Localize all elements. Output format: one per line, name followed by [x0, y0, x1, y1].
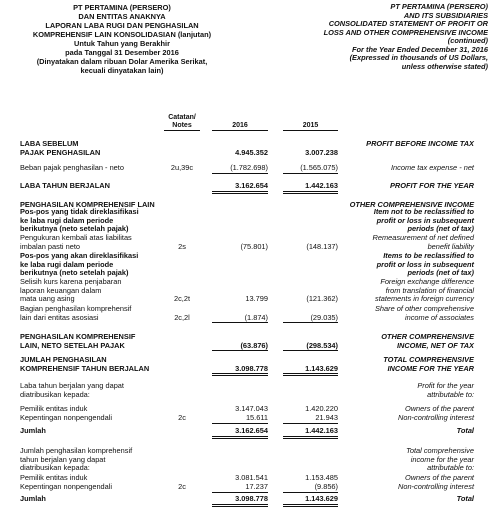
header-line: (Expressed in thousands of US Dollars, [349, 53, 488, 62]
value-2015: 1.420.220 [305, 404, 338, 413]
row-label-line: Non-controlling interest [398, 482, 474, 491]
value-2016: (75.801) [240, 241, 268, 251]
row-label-line: Share of other comprehensive [374, 304, 474, 313]
row-label-line: ke laba rugi dalam periode [20, 259, 114, 269]
header-line: kecuali dinyatakan lain) [80, 66, 164, 75]
row-label-line: attributable to: [427, 463, 474, 472]
row-label-en [374, 208, 474, 234]
row-label-line: Jumlah [20, 426, 46, 435]
value-2016: (1.782.698) [212, 164, 268, 174]
row-label-line: income for the year [410, 454, 474, 464]
row-label-line: Pos-pos yang tidak direklasifikasi [20, 207, 139, 216]
row-label-line: ke laba rugi dalam periode [20, 215, 114, 225]
value-2015: 3.007.238 [305, 147, 338, 157]
row-label-id [20, 305, 131, 322]
row-label-line: lain dari entitas asosiasi [20, 312, 99, 322]
row-note: 2c [178, 413, 186, 422]
row-label-en [406, 447, 474, 473]
row-label-line: benefit liability [427, 241, 474, 251]
row-label-line: PENGHASILAN KOMPREHENSIF LAIN [20, 200, 155, 209]
header-line: (continued) [447, 36, 488, 45]
row-label-en [457, 495, 474, 504]
notes-column-header [164, 114, 200, 131]
row-label-line: Pemilik entitas induk [20, 404, 88, 413]
row-label-en [398, 414, 474, 423]
row-label-line: Pengukuran kembali atas liabilitas [20, 233, 132, 242]
header-line: (Dinyatakan dalam ribuan Dolar Amerika Serikat, [36, 57, 208, 66]
row-label-line: PAJAK PENGHASILAN [20, 147, 101, 157]
value-2016: 17.237 [212, 483, 268, 493]
row-label-id [20, 447, 132, 473]
header-line: Untuk Tahun yang Berakhir [74, 39, 170, 48]
row-label-line: diatribusikan kepada: [20, 463, 90, 472]
row-label-id [20, 164, 124, 173]
row-label-line: attributable to: [427, 389, 474, 399]
row-label-id [20, 278, 121, 304]
value-2016: 3.098.778 [212, 495, 268, 507]
row-label-line: Owners of the parent [404, 404, 474, 413]
row-label-en [377, 252, 474, 278]
row-label-id [20, 495, 46, 504]
row-label-line: Kepentingan nonpengendali [20, 413, 113, 422]
row-label-line: profit or loss in subsequent [376, 259, 474, 269]
row-label-id [20, 234, 132, 251]
header-line: PT PERTAMINA (PERSERO) [73, 3, 171, 12]
row-label-line: INCOME FOR THE YEAR [387, 363, 474, 373]
row-label-en [391, 164, 474, 173]
row-label-line: Item not to be reclassified to [373, 207, 474, 216]
header-line: PT PERTAMINA (PERSERO) [390, 2, 488, 11]
header-line: AND ITS SUBSIDIARIES [403, 10, 488, 20]
row-label-line: Kepentingan nonpengendali [20, 482, 113, 491]
row-label-line: mata uang asing [20, 294, 75, 303]
row-label-id [20, 333, 135, 350]
header-line: CONSOLIDATED STATEMENT OF PROFIT OR [328, 19, 488, 28]
row-label-line: diatribusikan kepada: [20, 389, 90, 399]
value-2016: 3.081.541 [235, 473, 268, 482]
value-2016: 3.098.778 [212, 365, 268, 377]
notes-header-line-2: Notes [164, 122, 200, 131]
value-2015: 1.442.163 [283, 182, 338, 194]
row-label-id [20, 427, 46, 436]
row-label-en [375, 278, 474, 304]
value-2016: 3.162.654 [212, 427, 268, 439]
row-note: 2u,39c [170, 163, 194, 172]
row-label-line: Total comprehensive [406, 446, 474, 455]
row-label-line: Foreign exchange difference [380, 277, 474, 286]
header-line: For the Year Ended December 31, 2016 [352, 44, 488, 54]
row-label-id [20, 208, 139, 234]
row-label-line: LABA TAHUN BERJALAN [20, 181, 110, 190]
row-label-en [457, 427, 474, 436]
notes-header-line-1: Catatan/ [168, 114, 196, 121]
row-label-id [20, 140, 100, 157]
header-line: unless otherwise stated) [401, 61, 488, 71]
row-label-line: laporan keuangan dalam [20, 285, 102, 295]
row-label-en [366, 140, 474, 149]
row-label-line: Pemilik entitas induk [20, 473, 88, 482]
row-label-line: KOMPREHENSIF TAHUN BERJALAN [20, 363, 150, 373]
value-2016: 15.611 [212, 414, 268, 424]
value-2015: 21.943 [283, 414, 338, 424]
value-2016: 4.945.352 [235, 147, 268, 157]
row-label-line: income of associates [404, 312, 474, 322]
row-label-line: from translation of financial [385, 285, 474, 295]
row-label-line: statements in foreign currency [375, 294, 474, 303]
header-indonesian [0, 3, 244, 75]
value-2015: 1.143.629 [283, 495, 338, 507]
row-label-line: Total [456, 426, 474, 435]
row-label-en [417, 382, 474, 399]
row-label-line: Jumlah penghasilan komprehensif [20, 446, 133, 455]
row-label-line: Beban pajak penghasilan - neto [20, 163, 124, 172]
row-label-line: OTHER COMPREHENSIVE INCOME [349, 200, 474, 209]
row-note: 2s [178, 241, 186, 251]
value-2015: 1.153.485 [305, 473, 338, 482]
row-label-id [20, 382, 124, 399]
row-label-id [20, 356, 149, 373]
value-2015: (298.534) [283, 342, 338, 352]
row-label-line: Laba tahun berjalan yang dapat [20, 381, 124, 390]
value-2015: (121.362) [306, 294, 338, 303]
row-label-en [375, 305, 474, 322]
row-label-line: Bagian penghasilan komprehensif [20, 304, 132, 313]
row-note: 2c,2t [173, 294, 191, 303]
row-label-line: LABA SEBELUM [20, 139, 79, 148]
value-2015: 1.442.163 [283, 427, 338, 439]
row-label-line: PROFIT FOR THE YEAR [389, 181, 474, 190]
row-label-line: tahun berjalan yang dapat [20, 454, 106, 464]
row-label-line: periods (net of tax) [407, 224, 474, 233]
row-label-en [390, 182, 474, 191]
row-label-line: berikutnya (neto setelah pajak) [20, 224, 129, 233]
row-label-line: Remeasurement of net defined [372, 233, 474, 242]
row-label-id [20, 414, 112, 423]
value-2015: (148.137) [306, 241, 338, 251]
value-2016: 13.799 [245, 294, 268, 303]
row-label-id [20, 252, 138, 278]
header-line: LAPORAN LABA RUGI DAN PENGHASILAN [45, 21, 199, 30]
value-2015: (1.565.075) [283, 164, 338, 174]
row-label-line: imbalan pasti neto [20, 241, 80, 251]
row-note: 2c,2l [174, 312, 190, 322]
row-label-line: INCOME, NET OF TAX [396, 340, 474, 350]
year-2015-header: 2015 [283, 122, 338, 131]
row-note: 2c [178, 482, 186, 491]
row-label-id [20, 483, 112, 492]
row-label-line: Selisih kurs karena penjabaran [20, 277, 122, 286]
row-label-id [20, 182, 110, 191]
year-2016-header: 2016 [212, 122, 268, 131]
row-label-en [398, 483, 474, 492]
row-label-line: PENGHASILAN KOMPREHENSIF [20, 332, 136, 341]
value-2015: (29.035) [283, 314, 338, 324]
row-label-line: Pos-pos yang akan direklasifikasi [20, 251, 139, 260]
value-2016: 3.147.043 [235, 404, 268, 413]
row-label-line: Profit for the year [417, 381, 474, 390]
value-2016: (1.874) [212, 314, 268, 324]
row-label-line: Income tax expense - net [391, 163, 474, 172]
row-label-line: TOTAL COMPREHENSIVE [383, 355, 474, 364]
header-line: KOMPREHENSIF LAIN KONSOLIDASIAN (lanjutan) [32, 30, 212, 39]
header-line: LOSS AND OTHER COMPREHENSIVE INCOME [323, 27, 488, 37]
row-label-line: periods (net of tax) [407, 268, 474, 277]
header-english [244, 3, 488, 71]
row-label-line: Jumlah [20, 494, 46, 503]
row-label-line: Owners of the parent [404, 473, 474, 482]
row-label-line: OTHER COMPREHENSIVE [381, 332, 474, 341]
row-label-line: profit or loss in subsequent [376, 215, 474, 225]
row-label-line: Total [456, 494, 474, 503]
row-label-en [373, 234, 474, 251]
value-2016: 3.162.654 [212, 182, 268, 194]
row-label-line: Non-controlling interest [398, 413, 474, 422]
row-label-line: PROFIT BEFORE INCOME TAX [366, 139, 474, 148]
header-line: pada Tanggal 31 Desember 2016 [65, 48, 179, 57]
header-line: DAN ENTITAS ANAKNYA [78, 12, 166, 21]
value-2015: 1.143.629 [283, 365, 338, 377]
row-label-line: JUMLAH PENGHASILAN [20, 355, 107, 364]
row-label-line: berikutnya (neto setelah pajak) [20, 268, 129, 277]
value-2016: (63.876) [212, 342, 268, 352]
row-label-en [383, 356, 474, 373]
row-label-line: LAIN, NETO SETELAH PAJAK [20, 340, 125, 350]
row-label-en [381, 333, 474, 350]
value-2015: (9.856) [283, 483, 338, 493]
row-label-line: Items to be reclassified to [383, 251, 474, 260]
